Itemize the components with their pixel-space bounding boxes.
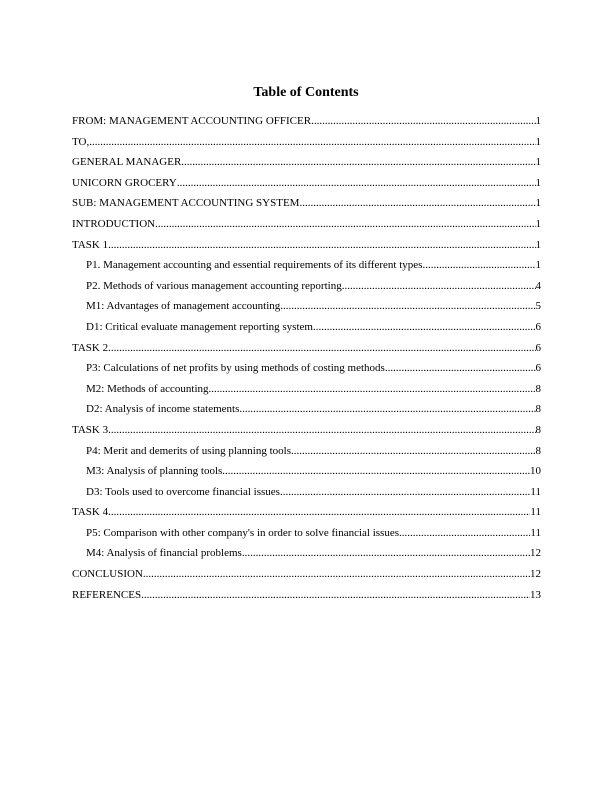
toc-dot-leader: [239, 402, 535, 416]
toc-entry-label: TASK 2: [72, 341, 109, 354]
toc-entry[interactable]: [72, 217, 541, 238]
toc-entry[interactable]: [72, 176, 541, 197]
toc-entry[interactable]: [72, 279, 541, 300]
toc-dot-leader: [342, 279, 536, 293]
toc-entry[interactable]: [72, 546, 541, 567]
toc-entry-label: TASK 3: [72, 423, 109, 436]
toc-entry-label: P1. Management accounting and essential requirements of its different types: [86, 259, 423, 272]
toc-entry-page-number: 1: [535, 238, 541, 251]
toc-dot-leader: [422, 258, 535, 272]
toc-entry[interactable]: [72, 485, 541, 506]
toc-dot-leader: [280, 485, 530, 499]
toc-dot-leader: [313, 320, 536, 334]
toc-dot-leader: [242, 546, 530, 560]
toc-entry-page-number: 12: [530, 547, 541, 560]
toc-entry-label: P2. Methods of various management accounting reporting: [86, 279, 342, 292]
toc-entry-label: D2: Analysis of income statements: [86, 403, 240, 416]
toc-entry-page-number: 13: [530, 588, 541, 601]
toc-entry-page-number: 1: [535, 176, 541, 189]
toc-entry[interactable]: [72, 114, 541, 135]
toc-entry[interactable]: [72, 341, 541, 362]
toc-entry-page-number: 6: [535, 362, 541, 375]
toc-dot-leader: [181, 155, 535, 169]
toc-entry[interactable]: [72, 361, 541, 382]
toc-entry-page-number: 1: [535, 135, 541, 148]
toc-entry-label: P5: Comparison with other company's in order to solve financial issues: [86, 526, 399, 539]
toc-dot-leader: [155, 217, 535, 231]
toc-entry-label: M3: Analysis of planning tools: [86, 465, 223, 478]
toc-entry[interactable]: [72, 299, 541, 320]
toc-entry-label: FROM: MANAGEMENT ACCOUNTING OFFICER: [72, 115, 312, 127]
toc-entry-label: SUB: MANAGEMENT ACCOUNTING SYSTEM: [72, 197, 300, 210]
toc-entry[interactable]: [72, 423, 541, 444]
toc-entry[interactable]: [72, 505, 541, 526]
toc-entry-label: TASK 4: [72, 506, 109, 519]
toc-entry-label: GENERAL MANAGER: [72, 156, 182, 169]
toc-dot-leader: [141, 588, 530, 602]
toc-dot-leader: [280, 299, 535, 313]
toc-dot-leader: [291, 444, 535, 458]
toc-entry-label: REFERENCES: [72, 588, 142, 601]
toc-entry-page-number: 10: [530, 465, 541, 478]
toc-entry-page-number: 11: [530, 526, 541, 539]
toc-entry[interactable]: [72, 464, 541, 485]
toc-dot-leader: [399, 526, 530, 540]
toc-entry-label: M2: Methods of accounting: [86, 382, 209, 395]
toc-entry-page-number: 6: [535, 320, 541, 333]
toc-entry[interactable]: [72, 320, 541, 341]
toc-entry-page-number: 11: [530, 506, 541, 519]
toc-dot-leader: [108, 341, 535, 355]
toc-entry-page-number: 1: [535, 115, 541, 127]
toc-entry[interactable]: [72, 238, 541, 259]
toc-entry-label: M4: Analysis of financial problems: [86, 547, 242, 560]
toc-entry-page-number: 8: [535, 444, 541, 457]
toc-entry-label: INTRODUCTION: [72, 217, 156, 230]
toc-entry-page-number: 6: [535, 341, 541, 354]
toc-dot-leader: [177, 176, 536, 190]
toc-dot-leader: [299, 196, 535, 210]
toc-entry-label: D3: Tools used to overcome financial issues: [86, 485, 280, 498]
toc-entry[interactable]: [72, 526, 541, 547]
toc-entry-page-number: 1: [535, 259, 541, 272]
toc-entry-page-number: 1: [535, 197, 541, 210]
toc-dot-leader: [311, 114, 535, 128]
toc-entry-label: P4: Merit and demerits of using planning tools: [86, 444, 292, 457]
toc-entry-label: TASK 1: [72, 238, 109, 251]
toc-entry[interactable]: [72, 155, 541, 176]
toc-entry[interactable]: [72, 588, 541, 609]
toc-entry[interactable]: [72, 258, 541, 279]
toc-entry[interactable]: [72, 444, 541, 465]
toc-entry-label: CONCLUSION: [72, 568, 143, 581]
toc-dot-leader: [108, 238, 535, 252]
toc-entry-page-number: 4: [535, 279, 541, 292]
toc-dot-leader: [89, 135, 535, 149]
toc-title: Table of Contents: [253, 85, 359, 100]
toc-entry-page-number: 12: [530, 568, 541, 581]
toc-entry-label: D1: Critical evaluate management reporting system: [86, 320, 313, 333]
toc-entry-label: P3: Calculations of net profits by using methods of costing methods: [86, 362, 385, 375]
toc-dot-leader: [385, 361, 536, 375]
toc-entry-page-number: 8: [535, 403, 541, 416]
toc-entry[interactable]: [72, 382, 541, 403]
toc-entry-label: M1: Advantages of management accounting: [86, 300, 281, 313]
toc-entry-page-number: 11: [530, 485, 541, 498]
toc-entry-page-number: 8: [535, 423, 541, 436]
toc-entry-page-number: 1: [535, 217, 541, 230]
toc-entry-page-number: 1: [535, 156, 541, 169]
toc-dot-leader: [143, 567, 530, 581]
toc-dot-leader: [222, 464, 530, 478]
toc-entry[interactable]: [72, 196, 541, 217]
toc-dot-leader: [209, 382, 536, 396]
toc-entry-label: TO,: [72, 135, 90, 148]
toc-entry-label: UNICORN GROCERY: [72, 176, 177, 189]
toc-dot-leader: [108, 505, 530, 519]
toc-entry[interactable]: [72, 135, 541, 156]
toc-list: [72, 114, 541, 608]
toc-entry[interactable]: [72, 567, 541, 588]
toc-entry[interactable]: [72, 402, 541, 423]
toc-dot-leader: [108, 423, 535, 437]
toc-entry-page-number: 5: [535, 300, 541, 313]
toc-entry-page-number: 8: [535, 382, 541, 395]
